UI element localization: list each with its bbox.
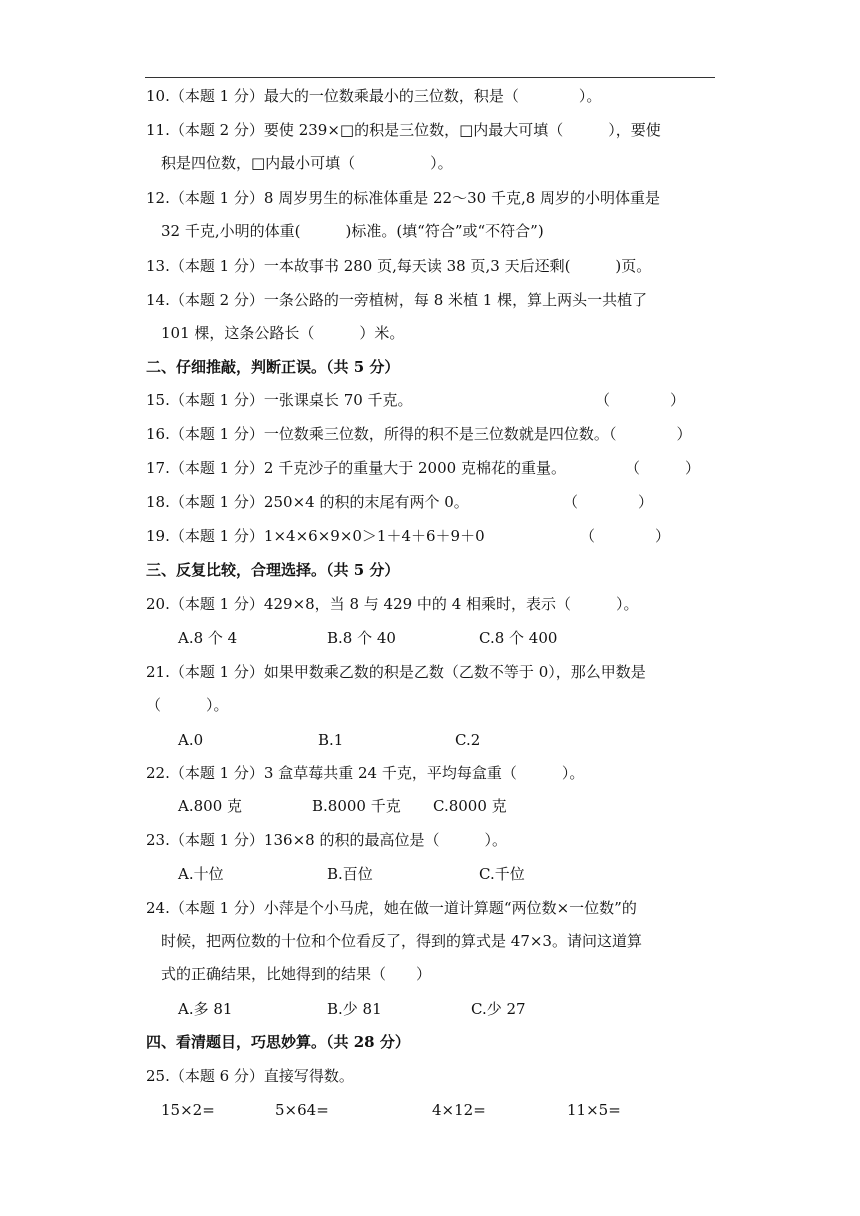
question-19-answer-paren: （ ）	[580, 527, 671, 545]
question-17-answer-paren: （ ）	[625, 459, 701, 477]
question-11-line-2: 积是四位数，□内最小可填（ ）。	[161, 154, 453, 172]
question-21-option-c: C.2	[455, 731, 481, 749]
question-24-line-1: 24.（本题 1 分）小萍是个小马虎，她在做一道计算题“两位数×一位数”的	[146, 899, 637, 917]
calc-item-4: 11×5=	[567, 1101, 621, 1119]
question-22-option-c: C.8000 克	[433, 797, 507, 815]
question-10: 10.（本题 1 分）最大的一位数乘最小的三位数，积是（ ）。	[146, 87, 602, 105]
question-24-line-2: 时候，把两位数的十位和个位看反了，得到的算式是 47×3。请问这道算	[161, 932, 642, 950]
question-21-line-1: 21.（本题 1 分）如果甲数乘乙数的积是乙数（乙数不等于 0），那么甲数是	[146, 663, 646, 681]
question-23-option-a: A.十位	[178, 865, 224, 883]
section-4-heading: 四、看清题目，巧思妙算。（共 28 分）	[146, 1033, 410, 1051]
header-rule	[145, 77, 715, 78]
question-20: 20.（本题 1 分）429×8，当 8 与 429 中的 4 相乘时，表示（ ）。	[146, 595, 639, 613]
calc-item-2: 5×64=	[275, 1101, 329, 1119]
question-24-line-3: 式的正确结果，比她得到的结果（ ）	[161, 965, 432, 983]
question-14-line-1: 14.（本题 2 分）一条公路的一旁植树，每 8 米植 1 棵，算上两头一共植了	[146, 291, 648, 309]
question-16: 16.（本题 1 分）一位数乘三位数，所得的积不是三位数就是四位数。（ ）	[146, 425, 692, 443]
question-14-line-2: 101 棵，这条公路长（ ）米。	[161, 324, 405, 342]
question-20-option-a: A.8 个 4	[178, 629, 238, 647]
question-11-line-1: 11.（本题 2 分）要使 239×□的积是三位数，□内最大可填（ ），要使	[146, 121, 661, 139]
question-23-option-c: C.千位	[479, 865, 525, 883]
question-15: 15.（本题 1 分）一张课桌长 70 千克。	[146, 391, 413, 409]
question-24-option-c: C.少 27	[471, 1000, 526, 1018]
question-23-option-b: B.百位	[327, 865, 373, 883]
question-25: 25.（本题 6 分）直接写得数。	[146, 1067, 354, 1085]
question-23: 23.（本题 1 分）136×8 的积的最高位是（ ）。	[146, 831, 507, 849]
question-15-answer-paren: （ ）	[595, 391, 686, 409]
question-20-option-b: B.8 个 40	[327, 629, 396, 647]
question-22: 22.（本题 1 分）3 盒草莓共重 24 千克，平均每盒重（ ）。	[146, 764, 585, 782]
question-22-option-a: A.800 克	[178, 797, 242, 815]
calc-item-3: 4×12=	[432, 1101, 486, 1119]
question-20-option-c: C.8 个 400	[479, 629, 558, 647]
question-12-line-1: 12.（本题 1 分）8 周岁男生的标准体重是 22～30 千克,8 周岁的小明体重是	[146, 189, 661, 207]
question-24-option-b: B.少 81	[327, 1000, 382, 1018]
calc-item-1: 15×2=	[161, 1101, 215, 1119]
question-12-line-2: 32 千克,小明的体重( )标准。(填“符合”或“不符合”)	[161, 222, 544, 240]
question-17: 17.（本题 1 分）2 千克沙子的重量大于 2000 克棉花的重量。	[146, 459, 566, 477]
question-21-option-b: B.1	[318, 731, 344, 749]
question-18: 18.（本题 1 分）250×4 的积的末尾有两个 0。	[146, 493, 469, 511]
question-24-option-a: A.多 81	[178, 1000, 233, 1018]
section-3-heading: 三、反复比较，合理选择。（共 5 分）	[146, 561, 400, 579]
question-19: 19.（本题 1 分）1×4×6×9×0＞1＋4＋6＋9＋0	[146, 527, 485, 545]
section-2-heading: 二、仔细推敲，判断正误。（共 5 分）	[146, 358, 400, 376]
question-22-option-b: B.8000 千克	[312, 797, 401, 815]
question-18-answer-paren: （ ）	[563, 493, 654, 511]
question-21-option-a: A.0	[178, 731, 204, 749]
question-21-line-2: （ ）。	[146, 696, 229, 714]
question-13: 13.（本题 1 分）一本故事书 280 页,每天读 38 页,3 天后还剩( )页。	[146, 257, 652, 275]
